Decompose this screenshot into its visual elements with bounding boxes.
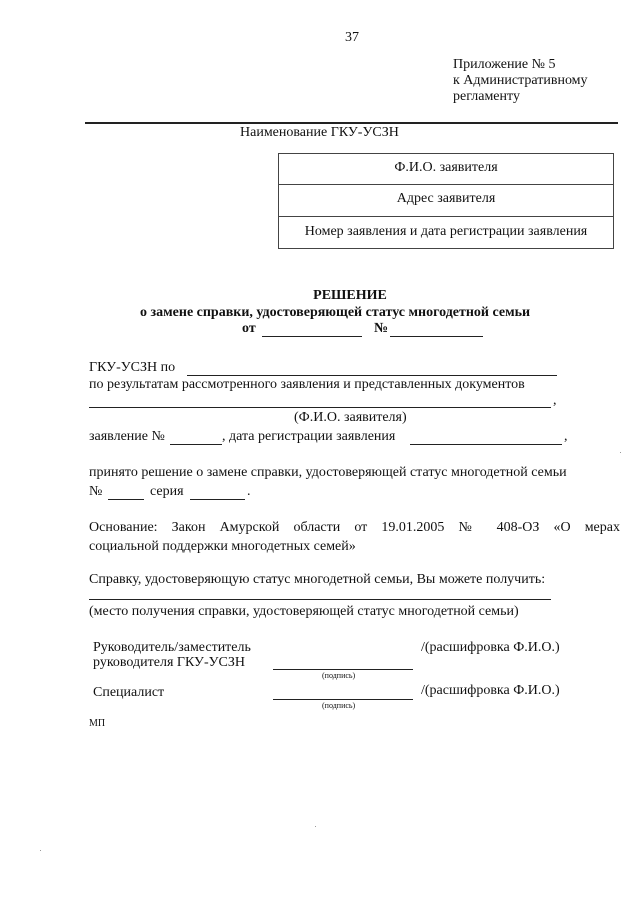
decision-subtitle: о замене справки, удостоверяющей статус многодетной семьи (140, 305, 531, 320)
certificate-number-blank (108, 499, 144, 500)
registration-date-blank (410, 444, 562, 445)
date-blank (262, 336, 362, 337)
org-name: Наименование ГКУ-УСЗН (240, 125, 399, 140)
specialist-label: Специалист (93, 685, 165, 700)
certificate-series-blank (190, 499, 245, 500)
appendix-line-3: регламенту (453, 89, 520, 104)
uszn-prefix: ГКУ-УСЗН по (89, 360, 176, 375)
place-caption: (место получения справки, удостоверяющей статус многодетной семьи) (89, 604, 519, 619)
applicant-fio: Ф.И.О. заявителя (394, 160, 498, 175)
number-label: № (374, 321, 389, 336)
statement-label: заявление № (89, 429, 165, 444)
appendix-line-2: к Административному (453, 73, 588, 88)
statement-number-blank (170, 444, 222, 445)
scan-speck (40, 850, 41, 851)
head-title-line-1: Руководитель/заместитель (93, 640, 251, 655)
appendix-line-1: Приложение № 5 (453, 57, 556, 72)
decision-series-label: серия (150, 484, 184, 499)
basis-line-1: Основание: Закон Амурской области от 19.01.2005 № 408-ОЗ «О мерах (89, 520, 620, 535)
receive-line: Справку, удостоверяющую статус многодетной семьи, Вы можете получить: (89, 572, 546, 587)
scan-speck (620, 452, 621, 453)
signature-caption-2: (подпись) (322, 701, 356, 710)
decode-1: /(расшифровка Ф.И.О.) (421, 640, 560, 655)
statement-mid: , дата регистрации заявления (222, 429, 396, 444)
decision-number-label: № (89, 484, 103, 499)
period: . (247, 484, 251, 499)
page-number: 37 (345, 30, 359, 45)
basis-line-2: социальной поддержки многодетных семей» (89, 539, 356, 554)
signature-blank-1 (273, 669, 413, 670)
signature-blank-2 (273, 699, 413, 700)
fio-caption: (Ф.И.О. заявителя) (294, 410, 407, 425)
stamp-place: МП (89, 718, 106, 729)
decode-2: /(расшифровка Ф.И.О.) (421, 683, 560, 698)
review-line: по результатам рассмотренного заявления и представленных документов (89, 377, 525, 392)
comma: , (564, 429, 568, 444)
uszn-blank (187, 375, 557, 376)
signature-caption-1: (подпись) (322, 671, 356, 680)
scan-speck (315, 826, 316, 827)
comma: , (553, 393, 557, 408)
from-label: от (242, 321, 256, 336)
box-divider (279, 216, 613, 217)
decision-line-1: принято решение о замене справки, удостоверяющей статус многодетной семьи (89, 465, 567, 480)
applicant-address: Адрес заявителя (396, 191, 496, 206)
place-blank (89, 599, 551, 600)
applicant-box (278, 153, 614, 249)
decision-title: РЕШЕНИЕ (313, 288, 387, 303)
top-rule (85, 122, 618, 124)
box-divider (279, 184, 613, 185)
number-blank (390, 336, 483, 337)
applicant-number-date: Номер заявления и дата регистрации заявления (304, 224, 588, 239)
applicant-blank (89, 407, 551, 408)
head-title-line-2: руководителя ГКУ-УСЗН (93, 655, 245, 670)
